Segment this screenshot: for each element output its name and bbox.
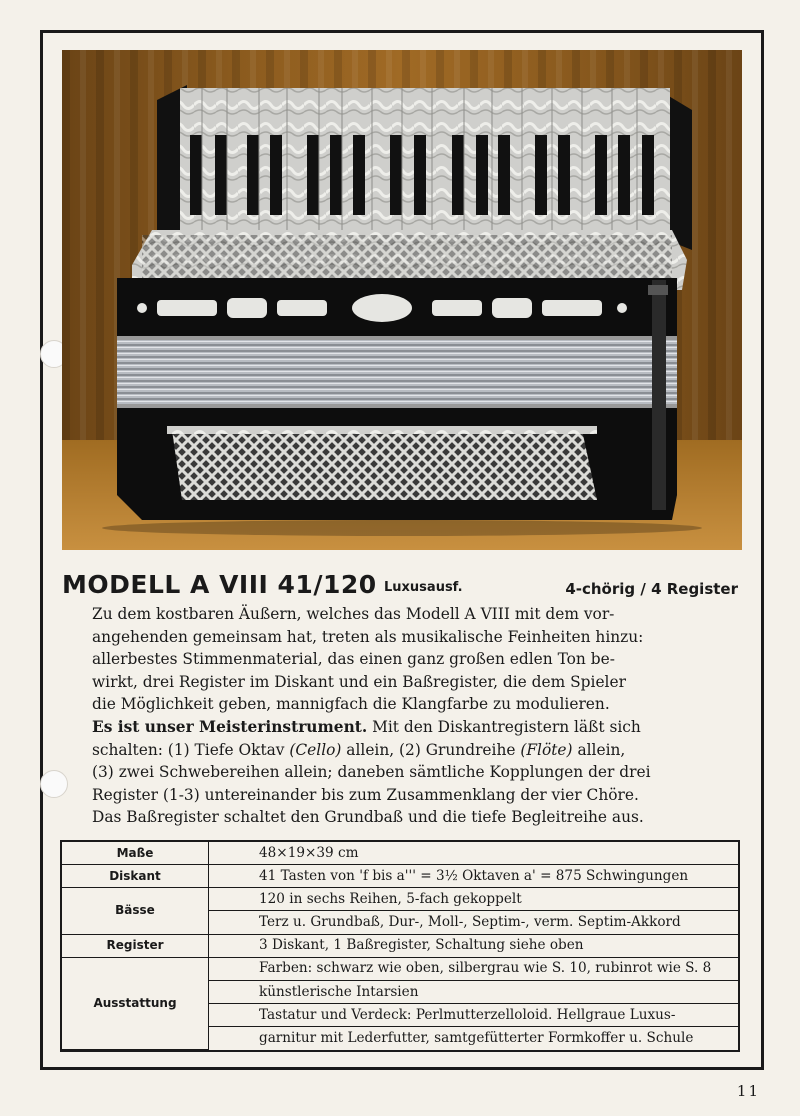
flute-label: (Flöte): [520, 740, 573, 759]
spec-value: 120 in sechs Reihen, 5-fach gekoppelt: [209, 888, 739, 911]
spec-value: Farben: schwarz wie oben, silbergrau wie S. 10, rubinrot wie S. 8: [209, 957, 739, 980]
spec-label: Diskant: [62, 865, 209, 888]
punch-hole-bottom: [40, 770, 68, 798]
description-line: [92, 739, 708, 762]
specification-table: [60, 840, 740, 1052]
description-text: schalten: (1) Tiefe Oktav: [92, 740, 290, 759]
model-edition: Luxusausf.: [384, 580, 463, 595]
spec-label: Bässe: [62, 888, 209, 934]
description-line: wirkt, drei Register im Diskant und ein Baßregister, die dem Spieler: [92, 672, 626, 691]
description-line: Das Baßregister schaltet den Grundbaß und die tiefe Begleitreihe aus.: [92, 808, 644, 827]
master-instrument-emphasis: Es ist unser Meisterinstrument.: [92, 717, 368, 736]
spec-value: 41 Tasten von 'f bis a''' = 3½ Oktaven a' = 875 Schwingungen: [209, 865, 739, 888]
cello-label: (Cello): [289, 740, 342, 759]
description-line: Zu dem kostbaren Äußern, welches das Modell A VIII mit dem vor-: [92, 605, 615, 623]
description-line: die Möglichkeit geben, mannigfach die Klangfarbe zu modulieren.: [92, 695, 610, 714]
accordion-photo: [62, 50, 742, 550]
spec-value: künstlerische Intarsien: [209, 980, 739, 1003]
model-title: MODELL A VIII 41/120: [62, 570, 377, 599]
description-line: allerbestes Stimmenmaterial, das einen ganz großen edlen Ton be-: [92, 650, 615, 669]
description-text: allein,: [572, 740, 626, 759]
spec-value: garnitur mit Lederfutter, samtgefütterter Formkoffer u. Schule: [259, 1029, 694, 1046]
spec-value: Terz u. Grundbaß, Dur-, Moll-, Septim-, verm. Septim-Akkord: [209, 911, 739, 934]
spec-label: Register: [62, 934, 209, 957]
table-row: [62, 934, 738, 957]
spec-value: 48×19×39 cm: [209, 842, 739, 865]
description-line: [92, 716, 708, 739]
table-row: [62, 888, 738, 911]
description-line: (3) zwei Schwebereihen allein; daneben sämtliche Kopplungen der drei: [92, 763, 651, 782]
description-text: Mit den Diskantregistern läßt sich: [367, 717, 641, 736]
spec-value: Tastatur und Verdeck: Perlmutterzelloloid. Hellgraue Luxus-: [209, 1004, 739, 1027]
spec-label: Maße: [62, 842, 209, 865]
model-heading: [62, 570, 742, 606]
table-row: [62, 865, 738, 888]
description-line: Register (1-3) untereinander bis zum Zusammenklang der vier Chöre.: [92, 785, 639, 804]
spec-value: 3 Diskant, 1 Baßregister, Schaltung siehe oben: [209, 934, 739, 957]
spec-label: Ausstattung: [62, 957, 209, 1049]
description-line: angehenden gemeinsam hat, treten als musikalische Feinheiten hinzu:: [92, 627, 644, 646]
model-description: [92, 603, 708, 829]
table-row: [62, 842, 738, 865]
page-number: 11: [736, 1082, 760, 1100]
model-spec: 4-chörig / 4 Register: [565, 580, 738, 598]
table-row: [62, 957, 738, 980]
description-text: allein, (2) Grundreihe: [341, 740, 521, 759]
